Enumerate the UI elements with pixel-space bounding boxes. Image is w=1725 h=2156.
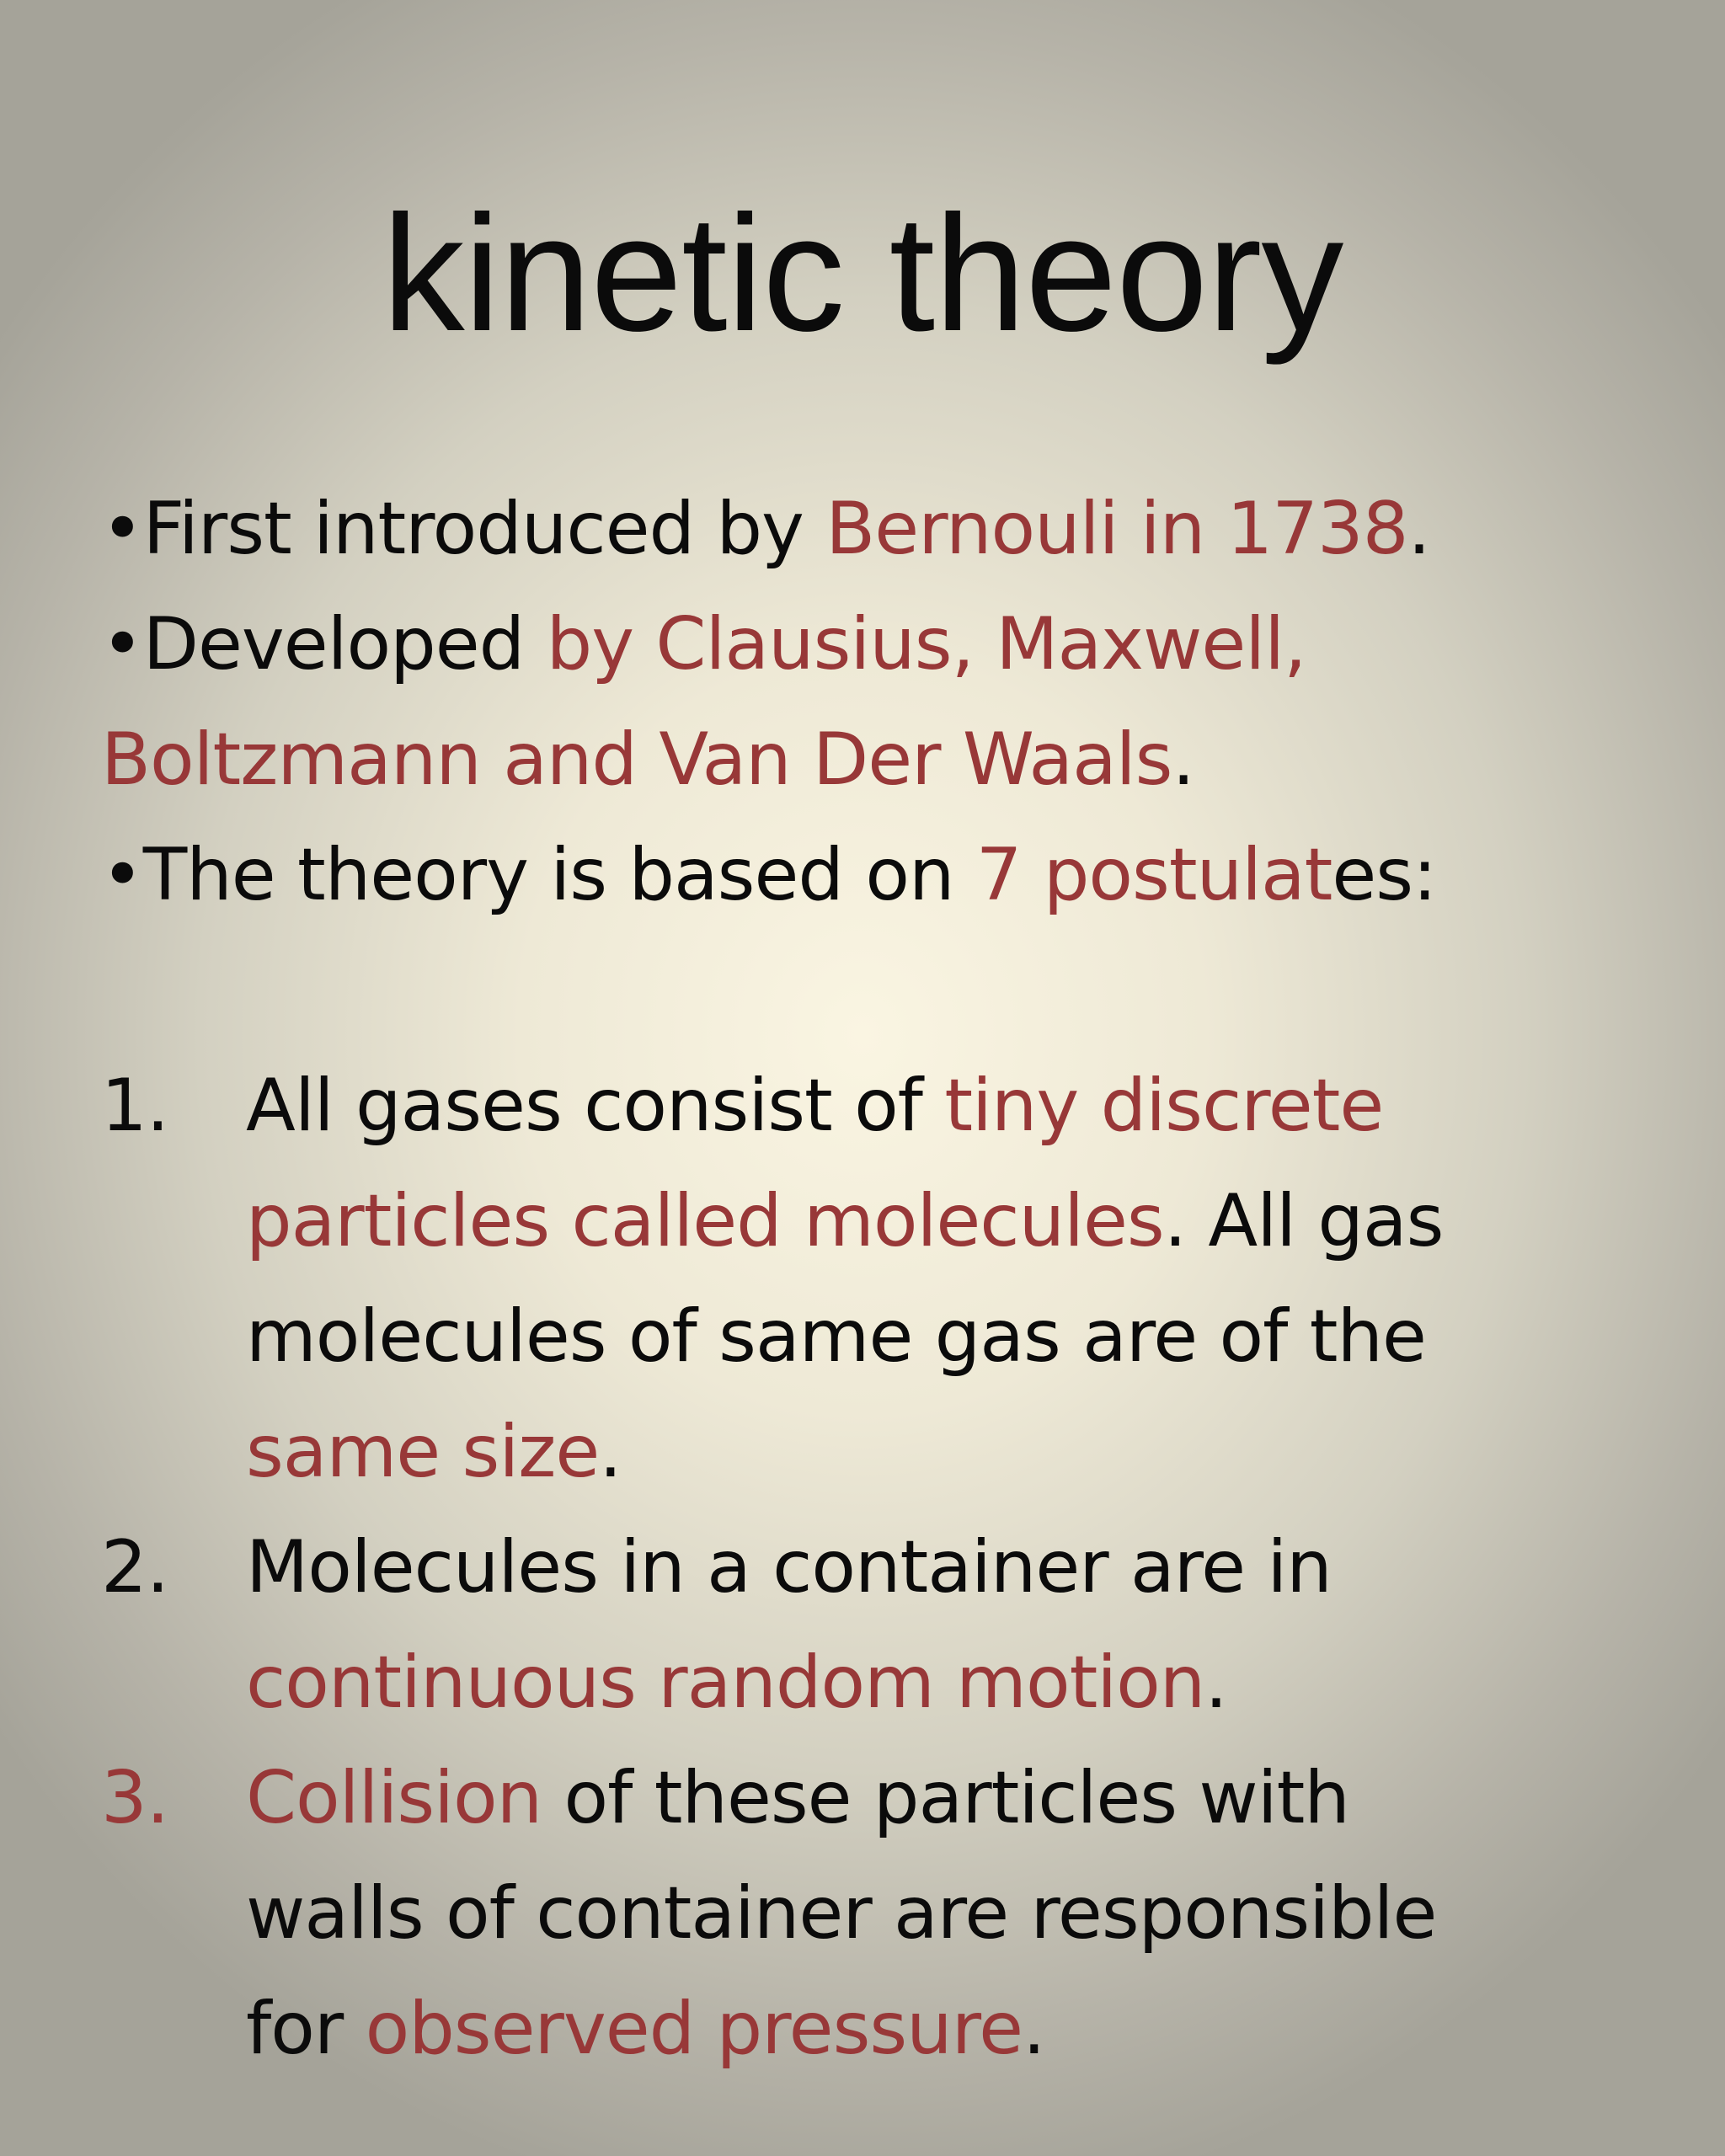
highlight-text: Collision (246, 1756, 542, 1840)
postulate-text: . All gas (1163, 1179, 1444, 1263)
postulate-text: of these particles with (542, 1756, 1349, 1840)
bullet-introduced (101, 472, 1651, 587)
postulate-1 (101, 1049, 1651, 1510)
postulate-line (246, 1164, 1651, 1279)
postulate-line (246, 1049, 1651, 1164)
postulate-line: walls of container are responsible (246, 1871, 1437, 1956)
postulate-line (246, 1395, 1651, 1510)
highlight-text: tiny discrete (944, 1064, 1384, 1148)
postulate-line: Molecules in a container are in (246, 1525, 1332, 1609)
highlight-text: continuous random motion (246, 1641, 1205, 1725)
bullet-text: es: (1332, 833, 1437, 917)
bullet-line-2 (101, 702, 1651, 818)
highlight-text: observed pressure (365, 1987, 1023, 2071)
highlight-text: Boltzmann and Van Der Waals (101, 718, 1172, 802)
postulate-text: . (599, 1410, 622, 1494)
highlight-text: same size (246, 1410, 600, 1494)
slide-title: kinetic theory (382, 181, 1343, 366)
postulate-line (246, 1625, 1651, 1741)
highlight-text: particles called molecules (246, 1179, 1164, 1263)
postulate-text: . (1204, 1641, 1227, 1725)
postulate-text: . (1023, 1987, 1045, 2071)
slide-body (101, 472, 1651, 2087)
highlight-text: by Clausius, Maxwell, (546, 602, 1306, 686)
postulate-number: 1. (101, 1064, 169, 1148)
bullet-developed (101, 587, 1651, 818)
bullet-text: •First introduced by (101, 487, 826, 571)
bullet-text: •The theory is based on (101, 833, 976, 917)
postulate-text: for (246, 1987, 366, 2071)
bullet-postulates (101, 818, 1651, 933)
postulate-text: All gases consist of (246, 1064, 945, 1148)
postulate-line (246, 1741, 1651, 1856)
postulate-line: molecules of same gas are of the (246, 1294, 1426, 1379)
bullet-text: . (1407, 487, 1430, 571)
highlight-text: 7 postulat (975, 833, 1332, 917)
spacer (101, 933, 1651, 1049)
bullet-line-1 (101, 587, 1651, 702)
postulate-2 (101, 1510, 1651, 1741)
postulate-number: 3. (101, 1756, 169, 1840)
bullet-text: •Developed (101, 602, 547, 686)
postulate-line (246, 1972, 1651, 2087)
bullet-text: . (1172, 718, 1194, 802)
postulate-number: 2. (101, 1525, 169, 1609)
postulate-3 (101, 1741, 1651, 2087)
highlight-text: Bernouli in 1738 (825, 487, 1408, 571)
